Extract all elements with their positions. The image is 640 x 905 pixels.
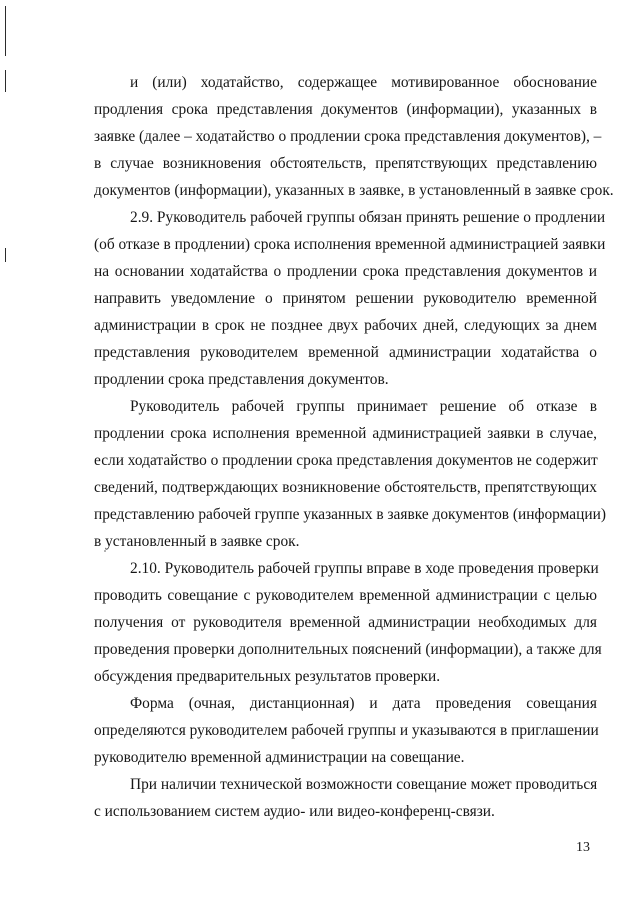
text-line: на основании ходатайства о продлении срока представления документов и [94, 263, 597, 280]
text-line: продления срока представления документов (информации), указанных в [94, 101, 597, 118]
text-line: и (или) ходатайство, содержащее мотивированное обоснование [130, 74, 597, 91]
text-line: с использованием систем аудио- или видео-конференц-связи. [94, 803, 495, 820]
paragraph-conference [94, 771, 597, 825]
text-line: Руководитель рабочей группы принимает решение об отказе в [130, 398, 597, 415]
text-line: проводить совещание с руководителем временной администрации с целью [94, 587, 597, 604]
text-line: в установленный в заявке срок. [94, 533, 300, 550]
text-line: 2.9. Руководитель рабочей группы обязан принять решение о продлении [130, 209, 606, 226]
paragraph-2-10 [94, 555, 602, 690]
scan-edge-mark [5, 70, 6, 92]
text-line: определяются руководителем рабочей группы и указываются в приглашении [94, 722, 599, 739]
text-line: направить уведомление о принятом решении руководителю временной [94, 290, 597, 307]
text-line: представлению рабочей группе указанных в заявке документов (информации) [94, 506, 606, 523]
text-line: 2.10. Руководитель рабочей группы вправе в ходе проведения проверки [130, 560, 599, 577]
paragraph-meeting-form [94, 690, 597, 771]
text-line: продлении срока исполнения временной администрацией заявки в случае, [94, 425, 597, 442]
text-line: проведения проверки дополнительных пояснений (информации), а также для [94, 641, 602, 658]
text-line: получения от руководителя временной администрации необходимых для [94, 614, 597, 631]
text-line: если ходатайство о продлении срока представления документов не содержит [94, 452, 598, 469]
page-number: 13 [576, 840, 590, 855]
paragraph-refusal [94, 393, 606, 555]
text-line: продлении срока представления документов. [94, 371, 389, 388]
text-line: в случае возникновения обстоятельств, препятствующих представлению [94, 155, 597, 172]
text-line: Форма (очная, дистанционная) и дата проведения совещания [130, 695, 597, 712]
text-line: руководителю временной администрации на совещание. [94, 749, 465, 766]
text-line: обсуждения предварительных результатов проверки. [94, 668, 441, 685]
text-line: администрации в срок не позднее двух рабочих дней, следующих за днем [94, 317, 597, 334]
text-line: документов (информации), указанных в заявке, в установленный в заявке срок. [94, 182, 614, 199]
paragraph-2-9 [94, 204, 606, 393]
text-line: сведений, подтверждающих возникновение обстоятельств, препятствующих [94, 479, 597, 496]
text-line: представления руководителем временной администрации ходатайства о [94, 344, 597, 361]
paragraph-continuation [94, 69, 614, 204]
text-line: (об отказе в продлении) срока исполнения временной администрацией заявки [94, 236, 606, 253]
scan-edge-mark [5, 248, 6, 262]
text-line: При наличии технической возможности совещание может проводиться [130, 776, 598, 793]
scan-edge-mark [5, 6, 6, 56]
text-line: заявке (далее – ходатайство о продлении срока представления документов), – [94, 128, 602, 145]
